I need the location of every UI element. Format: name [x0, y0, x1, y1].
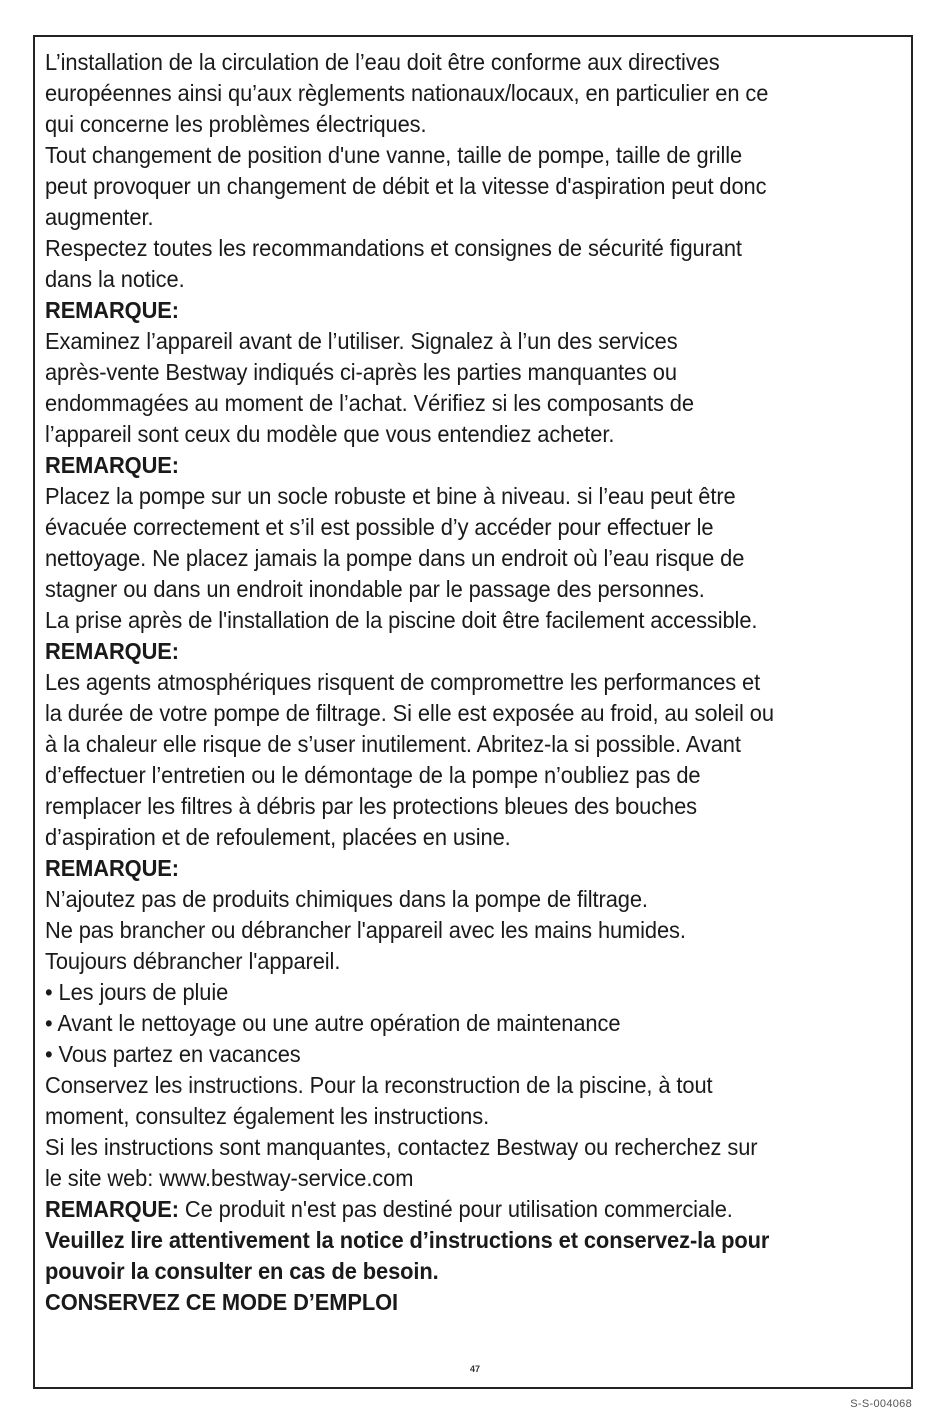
- text-line: [45, 264, 845, 295]
- text-line: [45, 915, 845, 946]
- body-text: Toujours débrancher l'appareil.: [45, 948, 341, 974]
- text-line: [45, 419, 845, 450]
- body-text: évacuée correctement et s’il est possible d’y accéder pour effectuer le: [45, 514, 714, 540]
- text-line: [45, 946, 845, 977]
- body-text: moment, consultez également les instructions.: [45, 1103, 490, 1129]
- text-line: [45, 47, 845, 78]
- body-text: l’appareil sont ceux du modèle que vous entendiez acheter.: [45, 421, 615, 447]
- text-line: [45, 1008, 845, 1039]
- body-text: N’ajoutez pas de produits chimiques dans la pompe de filtrage.: [45, 886, 648, 912]
- heading-line: [45, 636, 845, 667]
- body-text: Placez la pompe sur un socle robuste et bine à niveau. si l’eau peut être: [45, 483, 736, 509]
- text-line: [45, 543, 845, 574]
- text-line: [45, 884, 845, 915]
- text-line: [45, 140, 845, 171]
- bold-text: REMARQUE:: [45, 452, 179, 478]
- body-text: Ne pas brancher ou débrancher l'appareil avec les mains humides.: [45, 917, 686, 943]
- text-line: [45, 574, 845, 605]
- text-line: [45, 1101, 845, 1132]
- bold-text: pouvoir la consulter en cas de besoin.: [45, 1258, 439, 1284]
- body-text: Si les instructions sont manquantes, contactez Bestway ou recherchez sur: [45, 1134, 758, 1160]
- heading-line: [45, 1225, 845, 1256]
- body-text: Examinez l’appareil avant de l’utiliser. Signalez à l’un des services: [45, 328, 678, 354]
- text-line: [45, 109, 845, 140]
- body-text: dans la notice.: [45, 266, 185, 292]
- heading-line: [45, 853, 845, 884]
- document-code: S-S-004068: [850, 1398, 912, 1410]
- body-text: européennes ainsi qu’aux règlements nationaux/locaux, en particulier en ce: [45, 80, 769, 106]
- body-text: endommagées au moment de l’achat. Vérifiez si les composants de: [45, 390, 694, 416]
- bold-text: REMARQUE:: [45, 1196, 179, 1222]
- body-text: • Vous partez en vacances: [45, 1041, 301, 1067]
- body-text: Ce produit n'est pas destiné pour utilisation commerciale.: [178, 1196, 733, 1222]
- text-line: [45, 1039, 845, 1070]
- text-line: [45, 78, 845, 109]
- heading-line: [45, 1287, 845, 1318]
- text-line: [45, 202, 845, 233]
- text-line: [45, 233, 845, 264]
- body-text: peut provoquer un changement de débit et la vitesse d'aspiration peut donc: [45, 173, 767, 199]
- heading-line: [45, 1256, 845, 1287]
- text-line: [45, 481, 845, 512]
- body-text: • Les jours de pluie: [45, 979, 229, 1005]
- body-text: après-vente Bestway indiqués ci-après les parties manquantes ou: [45, 359, 677, 385]
- body-text: à la chaleur elle risque de s’user inutilement. Abritez-la si possible. Avant: [45, 731, 741, 757]
- body-text: Les agents atmosphériques risquent de compromettre les performances et: [45, 669, 761, 695]
- text-line: [45, 1163, 845, 1194]
- bold-text: CONSERVEZ CE MODE D’EMPLOI: [45, 1289, 398, 1315]
- text-line: [45, 388, 845, 419]
- body-text: L’installation de la circulation de l’eau doit être conforme aux directives: [45, 49, 720, 75]
- body-text: le site web: www.bestway-service.com: [45, 1165, 414, 1191]
- bold-text: REMARQUE:: [45, 855, 179, 881]
- body-text: Respectez toutes les recommandations et consignes de sécurité figurant: [45, 235, 742, 261]
- text-line: [45, 605, 845, 636]
- body-text: qui concerne les problèmes électriques.: [45, 111, 427, 137]
- bold-text: Veuillez lire attentivement la notice d’instructions et conservez-la pour: [45, 1227, 770, 1253]
- body-text: La prise après de l'installation de la piscine doit être facilement accessible.: [45, 607, 758, 633]
- text-line: [45, 1070, 845, 1101]
- body-text: la durée de votre pompe de filtrage. Si elle est exposée au froid, au soleil ou: [45, 700, 774, 726]
- text-line: [45, 822, 845, 853]
- text-line: [45, 1194, 845, 1225]
- body-text: augmenter.: [45, 204, 154, 230]
- bold-text: REMARQUE:: [45, 638, 179, 664]
- body-text: stagner ou dans un endroit inondable par le passage des personnes.: [45, 576, 705, 602]
- body-text: • Avant le nettoyage ou une autre opération de maintenance: [45, 1010, 621, 1036]
- text-line: [45, 698, 845, 729]
- text-line: [45, 512, 845, 543]
- text-line: [45, 357, 845, 388]
- text-line: [45, 1132, 845, 1163]
- text-line: [45, 171, 845, 202]
- body-text: Conservez les instructions. Pour la reconstruction de la piscine, à tout: [45, 1072, 713, 1098]
- text-line: [45, 326, 845, 357]
- text-line: [45, 760, 845, 791]
- heading-line: [45, 295, 845, 326]
- text-line: [45, 791, 845, 822]
- body-text: remplacer les filtres à débris par les protections bleues des bouches: [45, 793, 698, 819]
- body-text: d’aspiration et de refoulement, placées en usine.: [45, 824, 511, 850]
- body-text: nettoyage. Ne placez jamais la pompe dans un endroit où l’eau risque de: [45, 545, 745, 571]
- page-number: 47: [469, 1364, 480, 1374]
- body-text: d’effectuer l’entretien ou le démontage de la pompe n’oubliez pas de: [45, 762, 701, 788]
- body-text: Tout changement de position d'une vanne, taille de pompe, taille de grille: [45, 142, 743, 168]
- document-body: [45, 47, 905, 1318]
- heading-line: [45, 450, 845, 481]
- bold-text: REMARQUE:: [45, 297, 179, 323]
- text-line: [45, 729, 845, 760]
- text-line: [45, 667, 845, 698]
- text-line: [45, 977, 845, 1008]
